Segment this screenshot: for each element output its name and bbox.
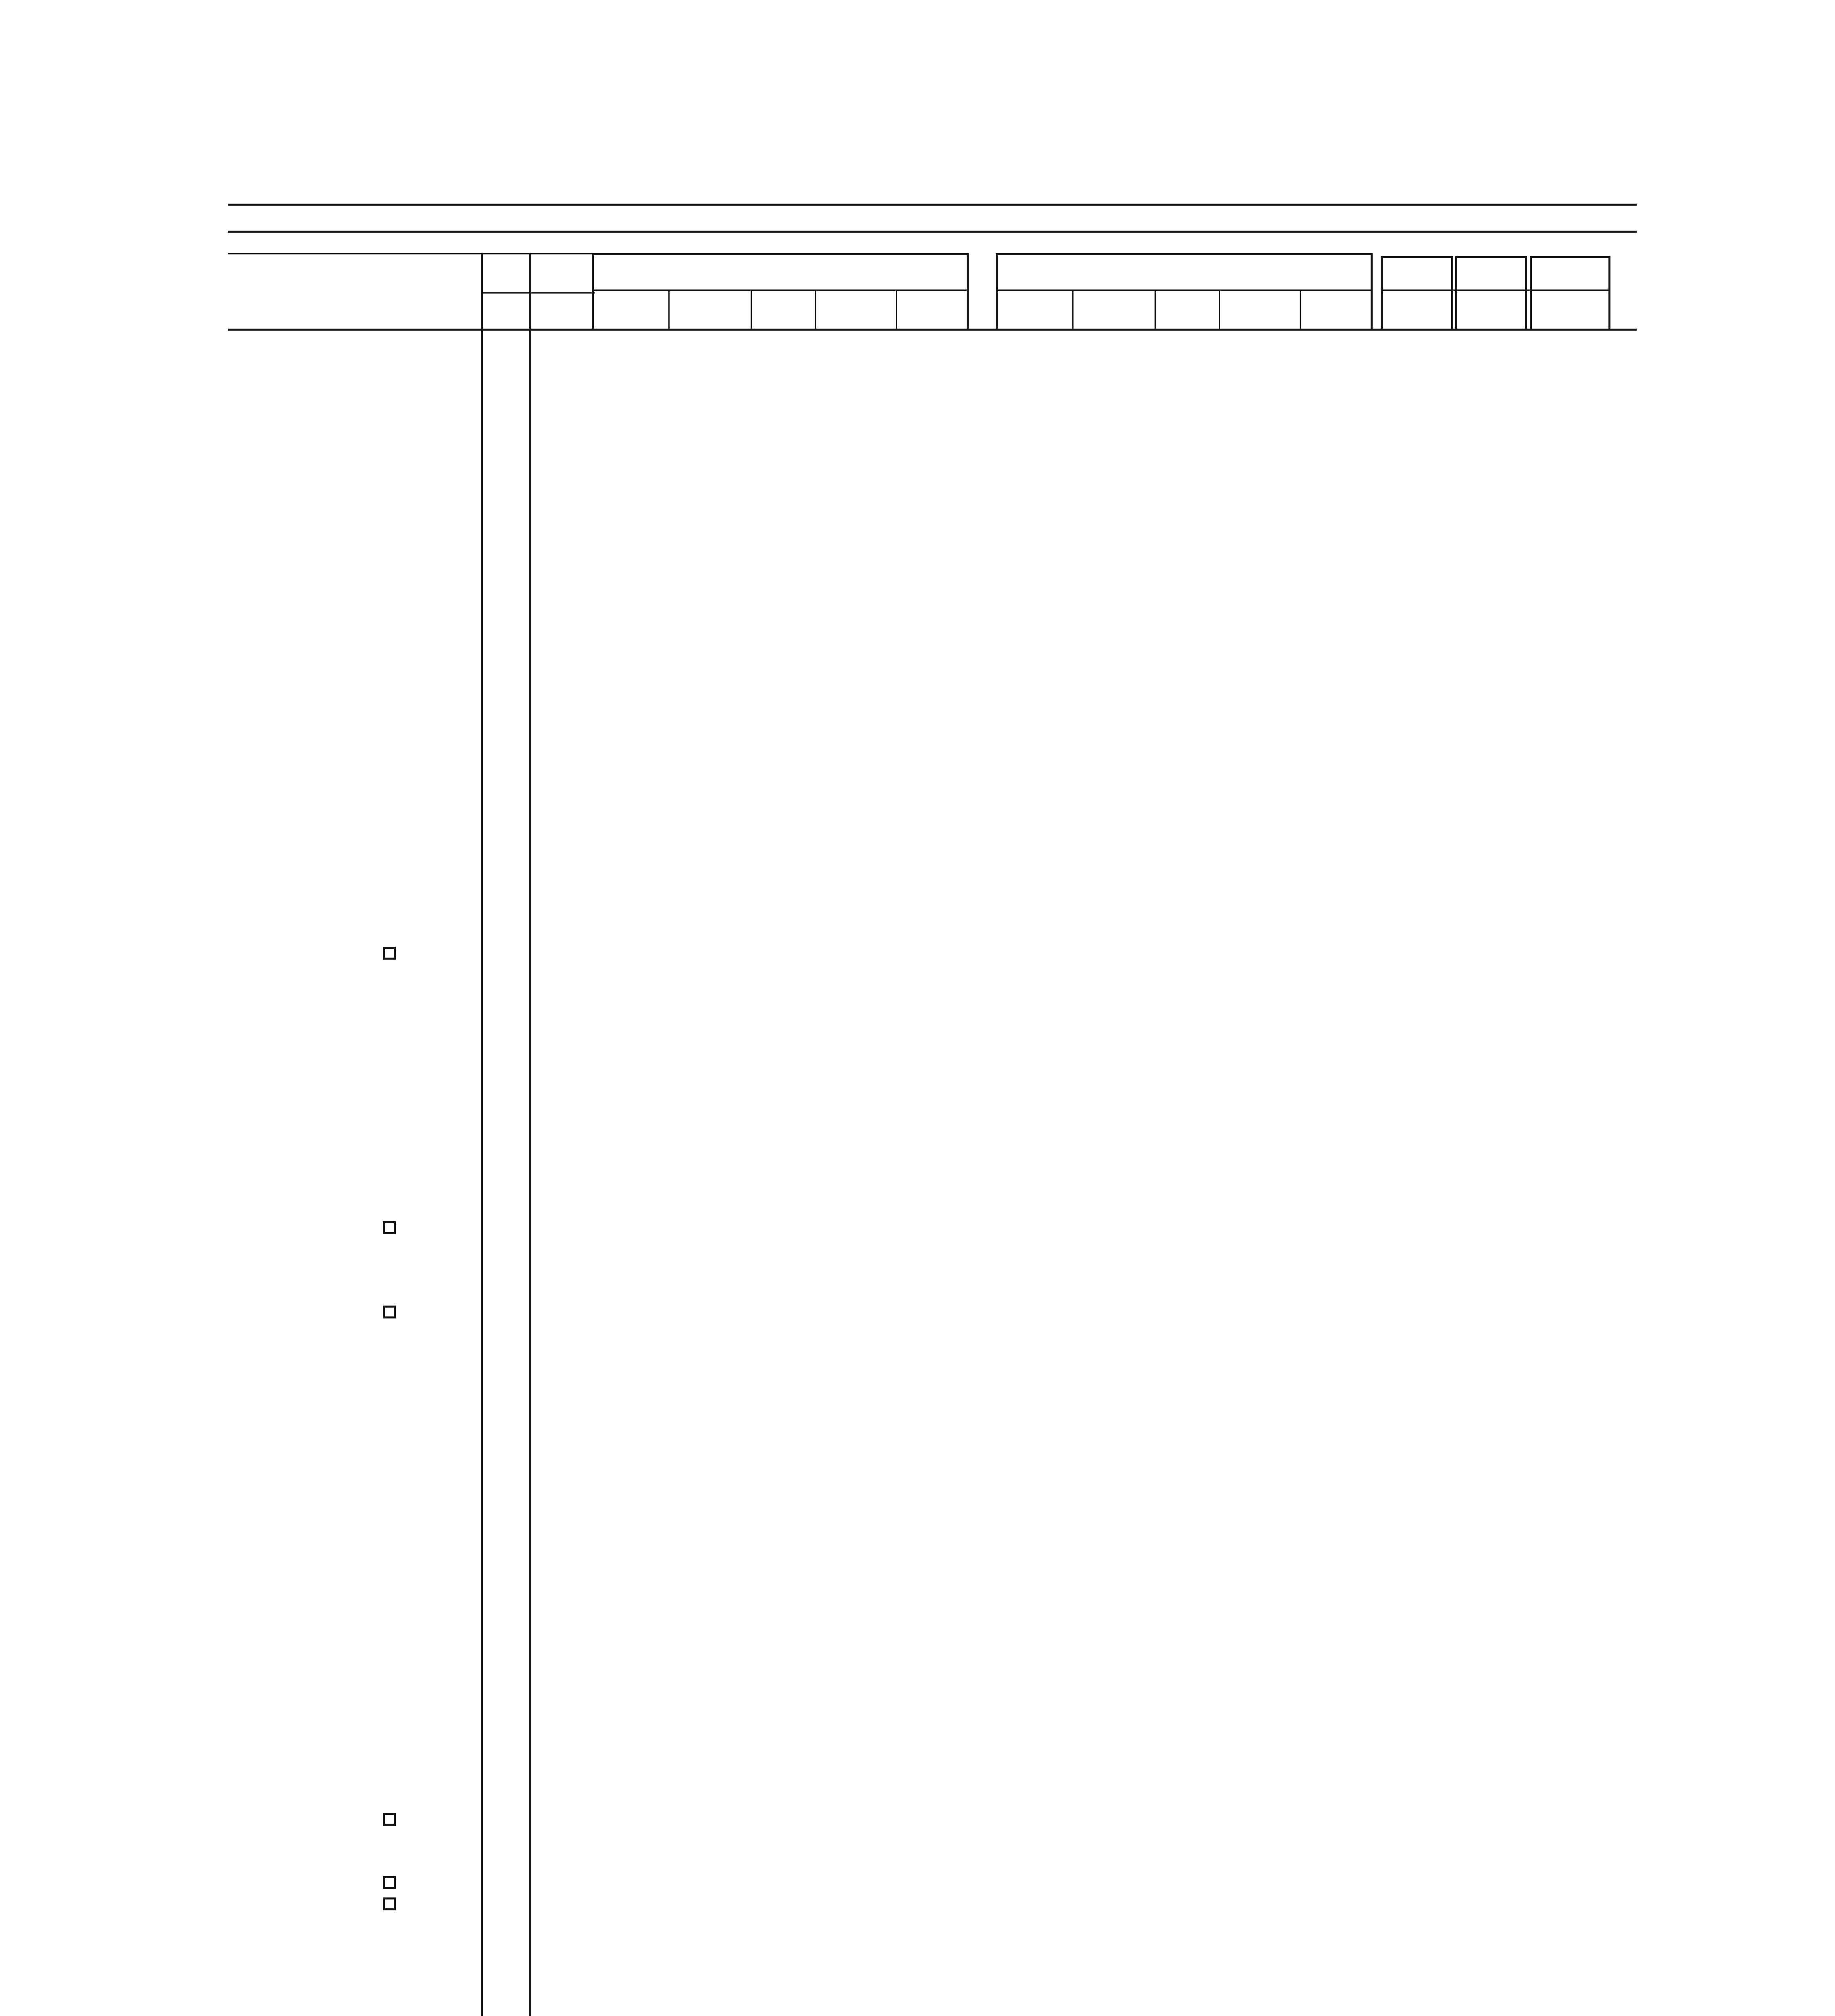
header-grid-line [1300,289,1301,330]
table-row [0,668,1835,689]
table-row [0,1260,1835,1281]
table-row [0,1745,1835,1766]
table-row [0,1682,1835,1703]
square-icon [383,1897,396,1910]
header-grid-line [228,253,595,254]
table-row [0,1133,1835,1154]
table-row [0,1429,1835,1450]
table-row [0,1344,1835,1365]
table-row [0,1471,1835,1492]
table-row [0,1302,1835,1322]
table-row [0,1175,1835,1196]
table-row [0,1661,1835,1682]
table-row [0,583,1835,604]
table-row [0,1513,1835,1534]
extra3-header-box [1530,256,1610,331]
table-row [0,1450,1835,1470]
table-row [0,1872,1835,1893]
table-row [0,1112,1835,1133]
square-icon [383,1306,396,1318]
table-row [0,1386,1835,1407]
table-row [0,1069,1835,1090]
table-row [0,689,1835,710]
table-row [0,1999,1835,2016]
table-row [0,879,1835,900]
table-row [0,900,1835,921]
table-row [0,773,1835,794]
table-row [0,1893,1835,1914]
table-row [0,604,1835,625]
header-grid-line [751,289,752,330]
table-row [0,1597,1835,1618]
table-row [0,393,1835,414]
header-grid-line [592,289,969,291]
header-grid-line [668,289,670,330]
table-row [0,1914,1835,1935]
table-row [0,562,1835,583]
table-row [0,710,1835,731]
table-row [0,921,1835,942]
gmt03-header-box [996,253,1373,331]
table-row [0,752,1835,773]
table-row [0,1154,1835,1175]
table-row [0,1809,1835,1830]
header-rule-top [228,204,1637,206]
table-row [0,499,1835,520]
table-row [0,1788,1835,1809]
table-row [0,795,1835,816]
table-row [0,731,1835,752]
table-row [0,1766,1835,1787]
table-row [0,1027,1835,1048]
header-rule-bottom [228,231,1637,233]
table-row [0,456,1835,477]
header-grid-line [996,289,1373,291]
table-row [0,985,1835,1006]
table-row [0,964,1835,985]
extra1-header-box [1381,256,1453,331]
table-row [0,1407,1835,1428]
table-row [0,372,1835,393]
table-row [0,837,1835,858]
square-icon [383,947,396,960]
header-grid-line [1072,289,1074,330]
table-row [0,816,1835,837]
header-grid-line [482,292,595,294]
table-row [0,1640,1835,1661]
table-row [0,1323,1835,1344]
table-row [0,1534,1835,1555]
table-row [0,1577,1835,1597]
table-row [0,1618,1835,1639]
header-grid-line [1219,289,1220,330]
header-grid-line [815,289,816,330]
table-row [0,1365,1835,1386]
table-row [0,330,1835,351]
table-row [0,1090,1835,1111]
table-row [0,1830,1835,1851]
table-row [0,435,1835,456]
table-row [0,1196,1835,1217]
square-icon [383,1221,396,1234]
header-grid-line [1381,289,1610,291]
table-row [0,943,1835,964]
square-icon [383,1876,396,1889]
header-grid-line [896,289,897,330]
header-grid-line [1155,289,1156,330]
table-row [0,1281,1835,1302]
table-row [0,1555,1835,1576]
table-row [0,1724,1835,1745]
table-row [0,626,1835,647]
square-icon [383,1813,396,1826]
gmt00-header-box [592,253,969,331]
table-row [0,1006,1835,1027]
table-row [0,478,1835,499]
extra2-header-box [1455,256,1527,331]
table-row [0,1935,1835,1956]
table-row [0,1217,1835,1238]
table-row [0,351,1835,372]
table-row [0,520,1835,541]
table-row [0,1978,1835,1999]
